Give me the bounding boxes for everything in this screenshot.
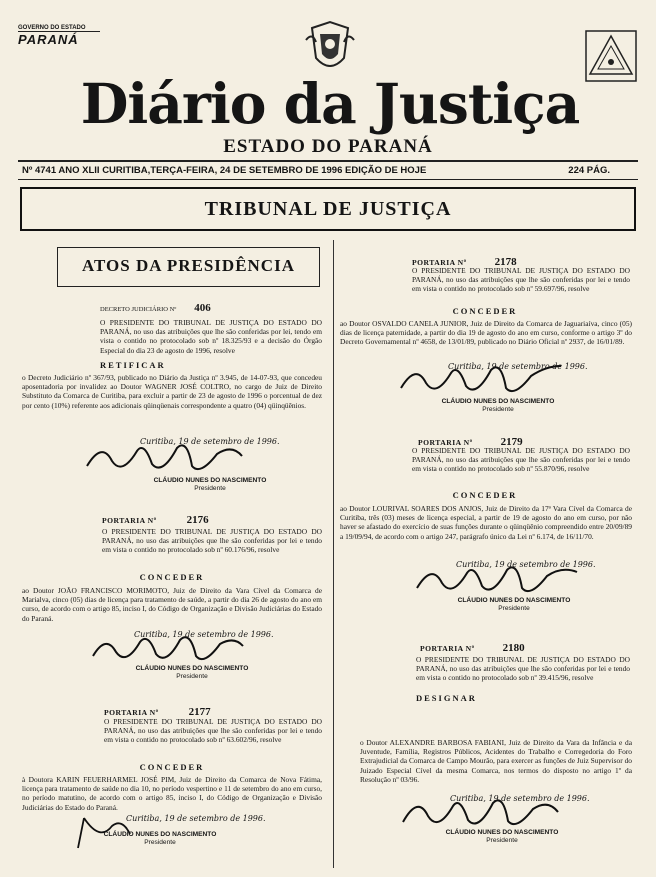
header-rule <box>18 160 638 162</box>
retificar-text: o Decreto Judiciário nº 367/93, publicado no Diário da Justiça nº 3.945, de 14-07-93, que concedeu aposentadoria por invalidez ao Doutor WAGNER JOSÉ COLTRO, no cargo de Juiz de Direito Substituto da Comarca de Curitiba, para excluir a partir de 23 de agosto de 1996 o porcentual de dez por cento (10%) referente aos adicionais qüinqüenais correspondente a quatro (04) qüinqüênios. <box>22 373 322 410</box>
portaria-label: PORTARIA Nº <box>102 516 157 525</box>
portaria-number: 2176 <box>186 514 209 526</box>
issue-info <box>22 165 622 176</box>
signature-date-1: Curitiba, 19 de setembro de 1996. <box>140 437 280 446</box>
header-rule-bottom <box>18 179 638 180</box>
portaria-number: 2180 <box>502 642 525 654</box>
portaria-2176-heading <box>102 510 209 528</box>
masthead-subtitle: ESTADO DO PARANÁ <box>223 136 433 157</box>
portaria-2176-action: CONCEDER <box>139 572 205 582</box>
signature-date-6: Curitiba, 19 de setembro de 1996. <box>450 794 590 803</box>
column-divider <box>333 240 334 868</box>
portaria-2180-text: o Doutor ALEXANDRE BARBOSA FABIANI, Juiz de Direito da Vara da Infância e da Juventude, Família, Registros Públicos, Acidentes do Trabalho e Corregedoria do Foro Extrajudicial da Comarca de Campo Mourão, para exercer as funções de Juiz Supervisor do Juizado Especial Cível da mesma Comarca, nos termos do disposto no artigo 1º da Resolução nº 03/96. <box>360 738 632 784</box>
signer-role-4: Presidente <box>482 406 514 413</box>
signature-date-4: Curitiba, 19 de setembro de 1996. <box>448 362 588 371</box>
gov-state: PARANÁ <box>18 32 79 47</box>
handwritten-signature-5 <box>412 558 582 600</box>
portaria-2177-action: CONCEDER <box>139 762 205 772</box>
decreto-label: DECRETO JUDICIÁRIO Nº <box>100 306 177 313</box>
signer-name-6: CLÁUDIO NUNES DO NASCIMENTO <box>445 829 559 836</box>
handwritten-signature-2 <box>88 628 248 668</box>
handwritten-signature-6 <box>398 790 568 834</box>
portaria-2176-text: ao Doutor JOÃO FRANCISCO MORIMOTO, Juiz de Direito da Vara Cível da Comarca de Marialva, cinco (05) dias de licença para tratamento de saúde, a partir do dia 26 de agosto do ano em curso, de acordo com o artigo 85, inciso I, do Código de Organização e Divisão Judiciárias do Estado do Paraná. <box>22 586 322 623</box>
handwritten-signature-1 <box>82 436 252 478</box>
portaria-label: PORTARIA Nº <box>418 438 473 447</box>
coat-of-arms-icon <box>304 18 356 78</box>
signer-name-3: CLÁUDIO NUNES DO NASCIMENTO <box>103 831 217 838</box>
portaria-number: 2178 <box>494 256 517 268</box>
signer-role-5: Presidente <box>498 605 530 612</box>
signer-name-5: CLÁUDIO NUNES DO NASCIMENTO <box>457 597 571 604</box>
portaria-2177-intro: O PRESIDENTE DO TRIBUNAL DE JUSTIÇA DO ESTADO DO PARANÁ, no uso das atribuições que lhe são conferidas por lei e tendo em vista o contido no protocolado sob nº 63.602/96, resolve <box>104 717 322 745</box>
decreto-intro: O PRESIDENTE DO TRIBUNAL DE JUSTIÇA DO ESTADO DO PARANÁ, no uso das atribuições que lhe são conferidas por lei, tendo em vista o contido no protocolado sob nº 18.325/93 e a decisão do Órgão Especial do dia 23 de agosto de 1996, resolve <box>100 318 322 355</box>
portaria-number: 2177 <box>188 706 211 718</box>
signer-name-1: CLÁUDIO NUNES DO NASCIMENTO <box>153 477 267 484</box>
signer-name-4: CLÁUDIO NUNES DO NASCIMENTO <box>441 398 555 405</box>
portaria-2176-intro: O PRESIDENTE DO TRIBUNAL DE JUSTIÇA DO ESTADO DO PARANÁ, no uso das atribuições que lhe são conferidas por lei e tendo em vista o contido no protocolado sob nº 60.176/96, resolve <box>102 527 322 555</box>
portaria-2179-intro: O PRESIDENTE DO TRIBUNAL DE JUSTIÇA DO ESTADO DO PARANÁ, no uso das atribuições que lhe são conferidas por lei e tendo em vista o contido no protocolado sob nº 55.870/96, resolve <box>412 446 630 474</box>
retificar-heading: RETIFICAR <box>100 360 166 370</box>
gov-line: GOVERNO DO ESTADO <box>18 25 100 32</box>
masthead-title: Diário da Justiça <box>80 71 580 136</box>
portaria-label: PORTARIA Nº <box>420 644 475 653</box>
subsection-title: ATOS DA PRESIDÊNCIA <box>57 247 320 287</box>
signer-role-3: Presidente <box>144 839 176 846</box>
signer-role-1: Presidente <box>194 485 226 492</box>
signature-date-3: Curitiba, 19 de setembro de 1996. <box>126 814 266 823</box>
issue-line: Nº 4741 ANO XLII CURITIBA,TERÇA-FEIRA, 24 DE SETEMBRO DE 1996 EDIÇÃO DE HOJE <box>22 165 427 176</box>
portaria-2180-intro: O PRESIDENTE DO TRIBUNAL DE JUSTIÇA DO ESTADO DO PARANÁ, no uso das atribuições que lhe são conferidas por lei e tendo em vista o contido no protocolado sob nº 39.415/96, resolve <box>416 655 630 683</box>
portaria-2180-action: DESIGNAR <box>416 693 477 703</box>
signature-date-5: Curitiba, 19 de setembro de 1996. <box>456 560 596 569</box>
government-logo <box>18 25 100 47</box>
portaria-label: PORTARIA Nº <box>412 258 467 267</box>
signature-date-2: Curitiba, 19 de setembro de 1996. <box>134 630 274 639</box>
portaria-number: 2179 <box>500 436 523 448</box>
portaria-2178-action: CONCEDER <box>452 306 518 316</box>
section-title: TRIBUNAL DE JUSTIÇA <box>20 187 636 231</box>
portaria-2179-action: CONCEDER <box>452 490 518 500</box>
portaria-2179-text: ao Doutor LOURIVAL SOARES DOS ANJOS, Juiz de Direito da 17ª Vara Cível da Comarca de Curitiba, três (03) meses de licença especial, a partir de 19 de agosto do ano em curso, por não haver se afastado do exercício de suas funções durante o qüinqüênio compreendido entre 20/09/89 a 19/09/94, de acordo com o artigo 247, parágrafo único da Lei nº 6.174, de 16/11/70. <box>340 504 632 541</box>
portaria-2178-intro: O PRESIDENTE DO TRIBUNAL DE JUSTIÇA DO ESTADO DO PARANÁ, no uso das atribuições que lhe são conferidas por lei e tendo em vista o contido no protocolado sob nº 59.697/96, resolve <box>412 266 630 294</box>
portaria-2180-heading <box>420 638 525 656</box>
handwritten-signature-4 <box>396 358 566 400</box>
signer-name-2: CLÁUDIO NUNES DO NASCIMENTO <box>135 665 249 672</box>
page-count: 224 PÁG. <box>568 165 610 176</box>
signer-role-2: Presidente <box>176 673 208 680</box>
portaria-2177-text: à Doutora KARIN FEUERHARMEL JOSÉ PIM, Juiz de Direito da Comarca de Nova Fátima, licença para tratamento de saúde no dia 10, no período vespertino e 11 de setembro do ano em curso, no período matutino, de acordo com o artigo 85, inciso I, do Código de Organização e Divisão Judiciárias do Estado do Paraná. <box>22 775 322 812</box>
portaria-2178-text: ao Doutor OSVALDO CANELA JUNIOR, Juiz de Direito da Comarca de Jaguariaíva, cinco (05) dias de licença paternidade, a partir do dia 19 de agosto do ano em curso, conforme o artigo 3º do Decreto Governamental nº 4658, de 13/01/89, publicado no Diário Oficial nº 2937, de 16/01/89. <box>340 319 632 347</box>
decreto-heading <box>100 298 211 316</box>
decreto-number: 406 <box>194 302 211 314</box>
signer-role-6: Presidente <box>486 837 518 844</box>
portaria-label: PORTARIA Nº <box>104 708 159 717</box>
